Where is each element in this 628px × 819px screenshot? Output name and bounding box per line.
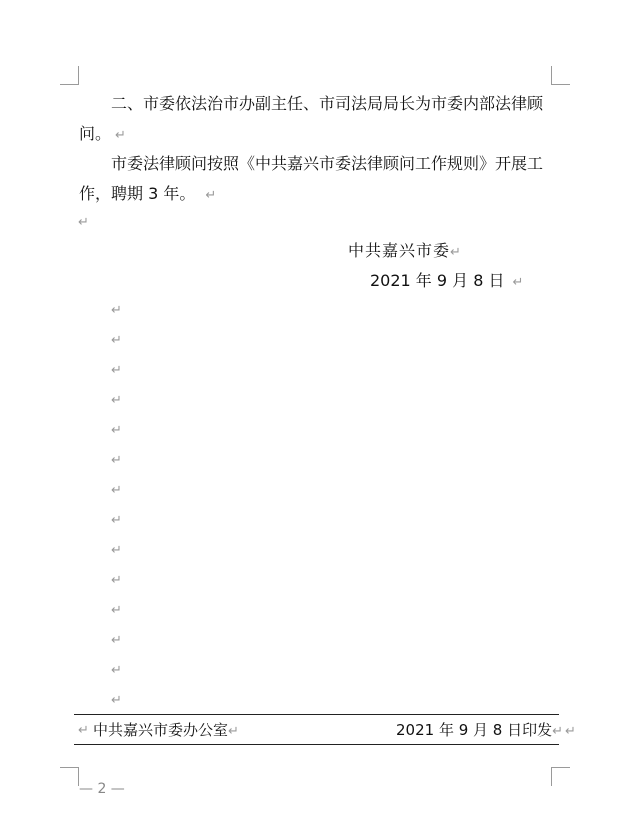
crop-mark-bottom-left xyxy=(60,767,79,786)
paragraph-mark-icon: ↵ xyxy=(111,513,122,528)
signature-org-text: 中共嘉兴市委 xyxy=(348,241,451,260)
paragraph-mark-icon: ↵ xyxy=(512,275,524,290)
signature-date-text: 2021 年 9 月 8 日 xyxy=(370,271,505,290)
paragraph-2-line-1-text: 市委法律顾问按照《中共嘉兴市委法律顾问工作规则》开展工 xyxy=(111,154,544,173)
paragraph-mark-icon: ↵ xyxy=(450,245,462,260)
crop-mark-bottom-right xyxy=(551,767,570,786)
paragraph-mark-icon: ↵ xyxy=(111,393,122,408)
paragraph-mark-icon: ↵ xyxy=(111,693,122,708)
paragraph-mark-icon: ↵ xyxy=(552,724,564,739)
footer-bottom-rule xyxy=(74,744,559,745)
paragraph-mark-icon: ↵ xyxy=(111,543,122,558)
paragraph-mark-icon: ↵ xyxy=(111,453,122,468)
paragraph-mark-icon: ↵ xyxy=(111,303,122,318)
signature-org[interactable] xyxy=(348,241,462,263)
footer-print-date[interactable] xyxy=(396,721,576,741)
paragraph-1-line-1[interactable] xyxy=(111,94,543,114)
paragraph-mark-icon: ↵ xyxy=(565,724,576,739)
paragraph-mark-icon: ↵ xyxy=(111,483,122,498)
paragraph-mark-icon: ↵ xyxy=(78,723,89,738)
paragraph-2-line-2-text: 作，聘期 3 年。 xyxy=(79,184,196,203)
crop-mark-top-left xyxy=(60,66,79,85)
paragraph-1-line-2[interactable] xyxy=(79,124,126,146)
paragraph-mark-icon: ↵ xyxy=(78,215,89,230)
footer-top-rule xyxy=(74,714,559,715)
paragraph-mark-icon: ↵ xyxy=(111,633,122,648)
paragraph-mark-icon: ↵ xyxy=(111,663,122,678)
crop-mark-top-right xyxy=(551,66,570,85)
paragraph-mark-icon: ↵ xyxy=(111,423,122,438)
paragraph-mark-icon: ↵ xyxy=(205,188,217,203)
footer-issuer[interactable] xyxy=(93,721,239,741)
paragraph-mark-icon: ↵ xyxy=(111,333,122,348)
paragraph-mark-icon: ↵ xyxy=(111,603,122,618)
footer-print-date-text: 2021 年 9 月 8 日印发 xyxy=(396,721,553,739)
paragraph-mark-icon: ↵ xyxy=(115,128,126,143)
paragraph-mark-icon: ↵ xyxy=(228,724,239,739)
paragraph-1-line-2-text: 问。 xyxy=(79,124,112,143)
paragraph-mark-icon: ↵ xyxy=(111,573,122,588)
paragraph-mark-icon: ↵ xyxy=(111,363,122,378)
paragraph-2-line-2[interactable] xyxy=(79,184,216,206)
page-number: — 2 — xyxy=(79,781,125,797)
paragraph-1-line-1-text: 二、市委依法治市办副主任、市司法局局长为市委内部法律顾 xyxy=(111,94,544,113)
paragraph-2-line-1[interactable] xyxy=(111,154,543,174)
signature-date[interactable] xyxy=(370,271,523,293)
footer-issuer-text: 中共嘉兴市委办公室 xyxy=(93,721,229,739)
